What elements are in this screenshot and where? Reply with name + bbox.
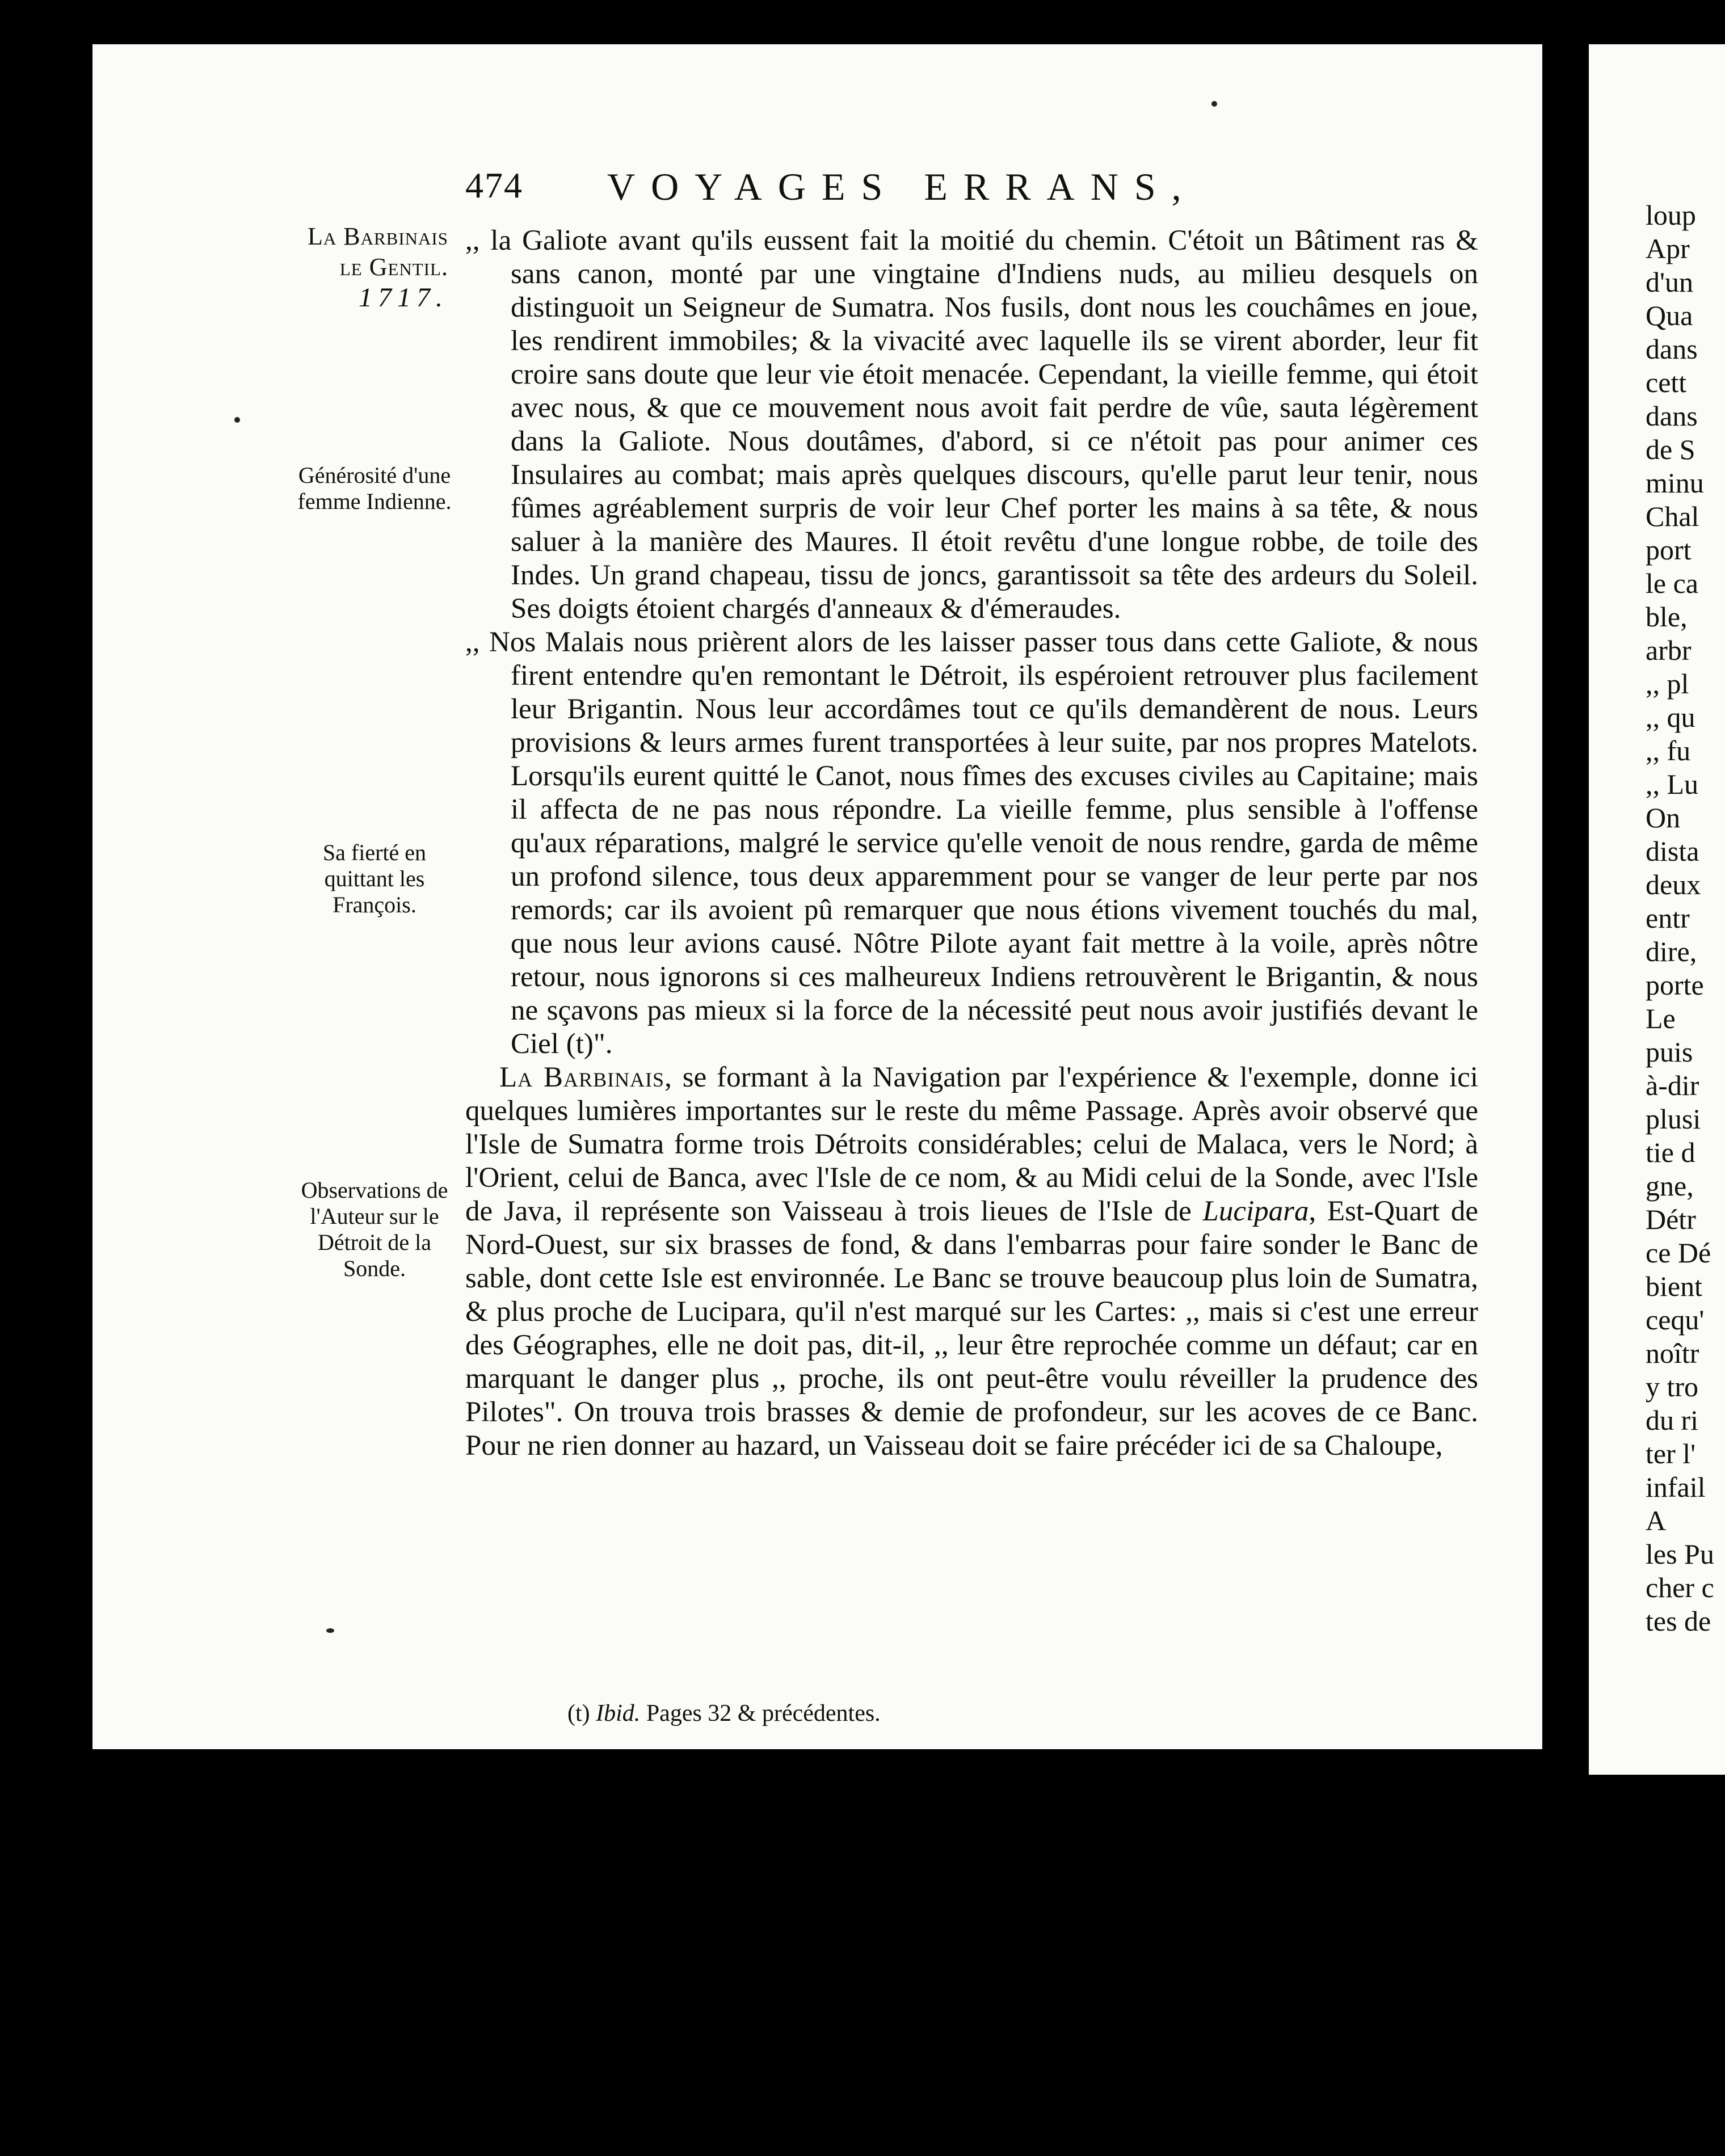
facing-page-line: minu xyxy=(1646,467,1704,499)
facing-page-line: les Pu xyxy=(1646,1538,1714,1570)
facing-page-line: ,, Lu xyxy=(1646,768,1699,800)
facing-page-line: dire, xyxy=(1646,936,1697,967)
side-heading-author: La Barbinais xyxy=(307,222,448,250)
facing-page-line: dans xyxy=(1646,400,1698,432)
facing-page-line: Qua xyxy=(1646,300,1693,331)
facing-page-line: ,, fu xyxy=(1646,735,1691,767)
side-heading-year: 1717. xyxy=(359,283,448,313)
side-heading xyxy=(289,221,448,313)
facing-page-line: puis xyxy=(1646,1036,1693,1068)
facing-page-line: bient xyxy=(1646,1270,1702,1302)
facing-page-line: loup xyxy=(1646,199,1696,231)
footnote xyxy=(567,1699,881,1728)
paragraph-lead: La Barbinais, xyxy=(499,1062,672,1093)
paragraph-text: , Est-Quart de Nord-Ouest, sur six brasses de fond, & dans l'embarras pour faire sonder le Banc de sable, dont cette Isle est environnée. Le Banc se trouve beaucoup plus loin de Sumatra, & plus proche de Lucipara, qu'il n'est marqué sur les Cartes: ,, mais si c'est une erreur des Géographes, elle ne doit pas, dit-il, ,, leur être reprochée comme un défaut; car en marquant le danger plus ,, proche, ils ont peut-être voulu réveiller la prudence des Pilotes". On trouva trois brasses & demie de profondeur, sur les acoves de ce Banc. Pour ne rien donner au hazard, un Vaisseau doit se faire précéder ici de sa Chaloupe, xyxy=(465,1195,1479,1462)
facing-page-line: tie d xyxy=(1646,1136,1695,1168)
footnote-text: Pages 32 & précédentes. xyxy=(646,1700,881,1727)
facing-page-line: porte xyxy=(1646,969,1704,1001)
paragraph-text: se formant à la Navigation par l'expérience & l'exemple, donne ici quelques lumières importantes sur le reste du même Passage. Après avoir observé que l'Isle de Sumatra forme trois Détroits considérables; celui de Malaca, vers le Nord; à l'Orient, celui de Banca, avec l'Isle de ce nom, & au Midi celui de la Sonde, avec l'Isle de Java, il représente son Vaisseau à trois lieues de l'Isle de xyxy=(465,1062,1479,1227)
facing-page-line: noîtr xyxy=(1646,1337,1699,1369)
facing-page-line: dans xyxy=(1646,333,1698,365)
facing-page-line: à-dir xyxy=(1646,1069,1699,1101)
facing-page-line: y tro xyxy=(1646,1371,1699,1403)
facing-page-line: cett xyxy=(1646,367,1687,398)
footnote-mark: (t) xyxy=(567,1700,590,1727)
facing-page-line: ,, pl xyxy=(1646,668,1689,700)
margin-note-1: Générosité d'une femme Indienne. xyxy=(297,462,452,514)
facing-page-line: de S xyxy=(1646,433,1695,465)
facing-page-line: ter l' xyxy=(1646,1438,1696,1469)
facing-page-line: Le xyxy=(1646,1003,1676,1034)
running-title: VOYAGES ERRANS, xyxy=(607,165,1197,208)
print-speck xyxy=(234,417,240,423)
facing-page-line: Apr xyxy=(1646,233,1690,264)
margin-note-2: Sa fierté en quittant les François. xyxy=(322,840,427,917)
facing-page-line: ,, qu xyxy=(1646,701,1695,733)
facing-page-line: entr xyxy=(1646,902,1690,934)
facing-page-line: Détr xyxy=(1646,1203,1696,1235)
facing-page-line: plusi xyxy=(1646,1103,1701,1135)
facing-page-line: Chal xyxy=(1646,500,1699,532)
facing-page-text xyxy=(1646,199,1725,1638)
facing-page-line: deux xyxy=(1646,869,1701,900)
print-speck xyxy=(326,1628,334,1633)
page-number: 474 xyxy=(465,165,523,205)
facing-page-line: du ri xyxy=(1646,1404,1699,1436)
facing-page-line: infail xyxy=(1646,1471,1706,1503)
paragraph: ,, la Galiote avant qu'ils eussent fait la moitié du chemin. C'étoit un Bâtiment ras & sans canon, monté par une vingtaine d'Indiens nuds, au milieu desquels on distinguoit un Seigneur de Sumatra. Nos fusils, dont nous les couchâmes en joue, les rendirent immobiles; & la vivacité avec laquelle ils se virent aborder, leur fit croire sans doute que leur vie étoit menacée. Cependant, la vieille femme, qui étoit avec nous, & que ce mouvement nous avoit fait perdre de vûe, sauta légèrement dans la Galiote. Nous doutâmes, d'abord, si ce n'étoit pas pour animer ces Insulaires au combat; mais après quelques discours, qu'elle parut leur tenir, nous fûmes agréablement surpris de voir leur Chef porter les mains à sa tête, & nous saluer à la manière des Maures. Il étoit revêtu d'une longue robbe, de toile des Indes. Un grand chapeau, tissu de joncs, garantissoit sa tête des ardeurs du Soleil. Ses doigts étoient chargés d'anneaux & d'émeraudes. xyxy=(465,225,1478,625)
facing-page-line: dista xyxy=(1646,835,1699,867)
footnote-ref: Ibid. xyxy=(596,1700,641,1727)
facing-page-line: arbr xyxy=(1646,634,1692,666)
page-header xyxy=(465,165,1339,216)
facing-page-line: d'un xyxy=(1646,266,1694,298)
place-name: Lucipara xyxy=(1202,1195,1309,1227)
facing-page-line: ble, xyxy=(1646,601,1688,633)
main-text xyxy=(465,224,1478,1463)
facing-page-line: On xyxy=(1646,802,1681,833)
facing-page-line: ce Dé xyxy=(1646,1237,1711,1269)
facing-page-line: cher c xyxy=(1646,1572,1714,1603)
side-heading-author-2: le Gentil. xyxy=(339,253,448,281)
paragraph xyxy=(465,1061,1478,1463)
paragraph: ,, Nos Malais nous prièrent alors de les laisser passer tous dans cette Galiote, & nous firent entendre qu'en remontant le Détroit, ils espéroient retrouver plus facilement leur Brigantin. Nous leur accordâmes tout ce qu'ils demandèrent de nous. Leurs provisions & leurs armes furent transportées à leur suite, par nos propres Matelots. Lorsqu'ils eurent quitté le Canot, nous fîmes des excuses civiles au Capitaine; mais il affecta de ne pas nous répondre. La vieille femme, plus sensible à l'offense qu'aux réparations, malgré le service qu'elle venoit de nous rendre, garda de même un profond silence, tous deux apparemment pour se vanger de leur perte par nos remords; car ils avoient pû remarquer que nous étions vivement touchés du mal, que nous leur avions causé. Nôtre Pilote ayant fait mettre à la voile, après nôtre retour, nous ignorons si ces malheureux Indiens retrouvèrent le Brigantin, & nous ne sçavons pas mieux si la force de la nécessité peut nous avoir justifiés devant le Ciel (t)". xyxy=(465,626,1478,1060)
margin-note-3: Observations de l'Auteur sur le Détroit de la Sonde. xyxy=(301,1177,448,1281)
facing-page-line: cequ' xyxy=(1646,1304,1705,1336)
facing-page-line: A xyxy=(1646,1505,1667,1536)
facing-page-line: gne, xyxy=(1646,1170,1694,1202)
facing-page-line: tes de xyxy=(1646,1605,1711,1637)
facing-page-line: port xyxy=(1646,534,1692,566)
facing-page-line: le ca xyxy=(1646,567,1698,599)
print-speck xyxy=(1211,101,1217,107)
